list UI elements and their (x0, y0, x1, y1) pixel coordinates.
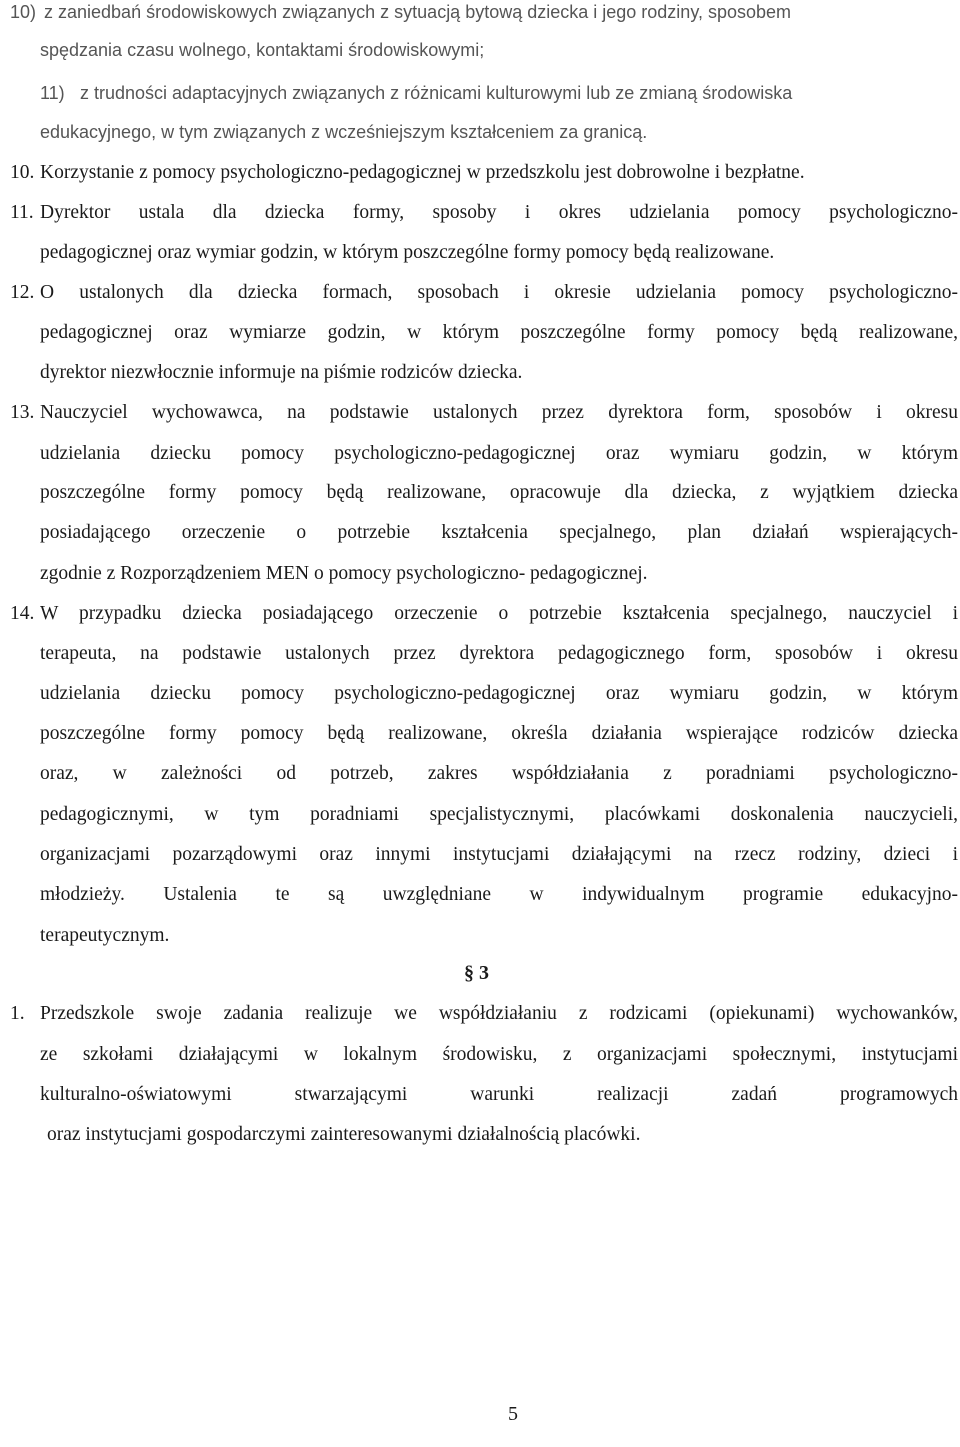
paragraph-number: 1. (10, 1003, 25, 1024)
paragraph-line: organizacjami pozarządowymi oraz innymi instytucjami działającymi na rzecz rodziny, dzieci i (40, 844, 958, 865)
paragraph-line: terapeuta, na podstawie ustalonych przez dyrektora pedagogicznego form, sposobów i okresu (40, 643, 958, 664)
paragraph-line: udzielania dziecku pomocy psychologiczno-pedagogicznej oraz wymiaru godzin, w którym (40, 443, 958, 464)
item-number: 11) (40, 83, 65, 103)
paragraph-number: 10. (10, 162, 35, 183)
paragraph-line: pedagogicznej oraz wymiar godzin, w którym poszczególne formy pomocy będą realizowane. (40, 242, 775, 263)
paragraph-line: Dyrektor ustala dla dziecka formy, sposoby i okres udzielania pomocy psychologiczno- (40, 202, 958, 223)
paragraph-line: kulturalno-oświatowymi stwarzającymi warunki realizacji zadań programowych (40, 1084, 958, 1105)
paragraph-line: poszczególne formy pomocy będą realizowane, określa działania wspierające rodziców dziecka (40, 723, 958, 744)
paragraph-line: oraz, w zależności od potrzeb, zakres współdziałania z poradniami psychologiczno- (40, 763, 958, 784)
paragraph-line: poszczególne formy pomocy będą realizowane, opracowuje dla dziecka, z wyjątkiem dziecka (40, 482, 958, 503)
paragraph-number: 11. (10, 202, 34, 223)
item-line: edukacyjnego, w tym związanych z wcześniejszym kształceniem za granicą. (40, 122, 648, 142)
paragraph-line: O ustalonych dla dziecka formach, sposobach i okresie udzielania pomocy psychologiczno- (40, 282, 958, 303)
paragraph-number: 13. (10, 402, 35, 423)
paragraph-number: 12. (10, 282, 35, 303)
paragraph-line: ze szkołami działającymi w lokalnym środowisku, z organizacjami społecznymi, instytucjami (40, 1044, 958, 1065)
paragraph-line: zgodnie z Rozporządzeniem MEN o pomocy psychologiczno- pedagogicznej. (40, 563, 648, 584)
paragraph-line: pedagogicznej oraz wymiarze godzin, w którym poszczególne formy pomocy będą realizowane, (40, 322, 958, 343)
paragraph-number: 14. (10, 603, 35, 624)
paragraph-line: młodzieży. Ustalenia te są uwzględniane w indywidualnym programie edukacyjno- (40, 884, 958, 905)
paragraph-line: Przedszkole swoje zadania realizuje we współdziałaniu z rodzicami (opiekunami) wychowanków, (40, 1003, 958, 1024)
paragraph-line: posiadającego orzeczenie o potrzebie kształcenia specjalnego, plan działań wspierających- (40, 522, 958, 543)
page-number: 5 (508, 1403, 518, 1425)
item-line: spędzania czasu wolnego, kontaktami środowiskowymi; (40, 40, 485, 60)
paragraph-line: Korzystanie z pomocy psychologiczno-pedagogicznej w przedszkolu jest dobrowolne i bezpłatne. (40, 162, 805, 183)
paragraph-line: Nauczyciel wychowawca, na podstawie ustalonych przez dyrektora form, sposobów i okresu (40, 402, 958, 423)
paragraph-line: W przypadku dziecka posiadającego orzeczenie o potrzebie kształcenia specjalnego, nauczyciel i (40, 603, 958, 624)
paragraph-line: pedagogicznymi, w tym poradniami specjalistycznymi, placówkami doskonalenia nauczycieli, (40, 804, 958, 825)
item-number: 10) (10, 2, 37, 22)
paragraph-line: terapeutycznym. (40, 925, 170, 946)
paragraph-line: udzielania dziecku pomocy psychologiczno-pedagogicznej oraz wymiaru godzin, w którym (40, 683, 958, 704)
paragraph-line: oraz instytucjami gospodarczymi zainteresowanymi działalnością placówki. (47, 1124, 641, 1145)
item-line: z zaniedbań środowiskowych związanych z sytuacją bytową dziecka i jego rodziny, sposobem (44, 2, 792, 22)
section-heading: § 3 (464, 962, 489, 984)
paragraph-line: dyrektor niezwłocznie informuje na piśmie rodziców dziecka. (40, 362, 523, 383)
item-line: z trudności adaptacyjnych związanych z różnicami kulturowymi lub ze zmianą środowiska (80, 83, 793, 103)
